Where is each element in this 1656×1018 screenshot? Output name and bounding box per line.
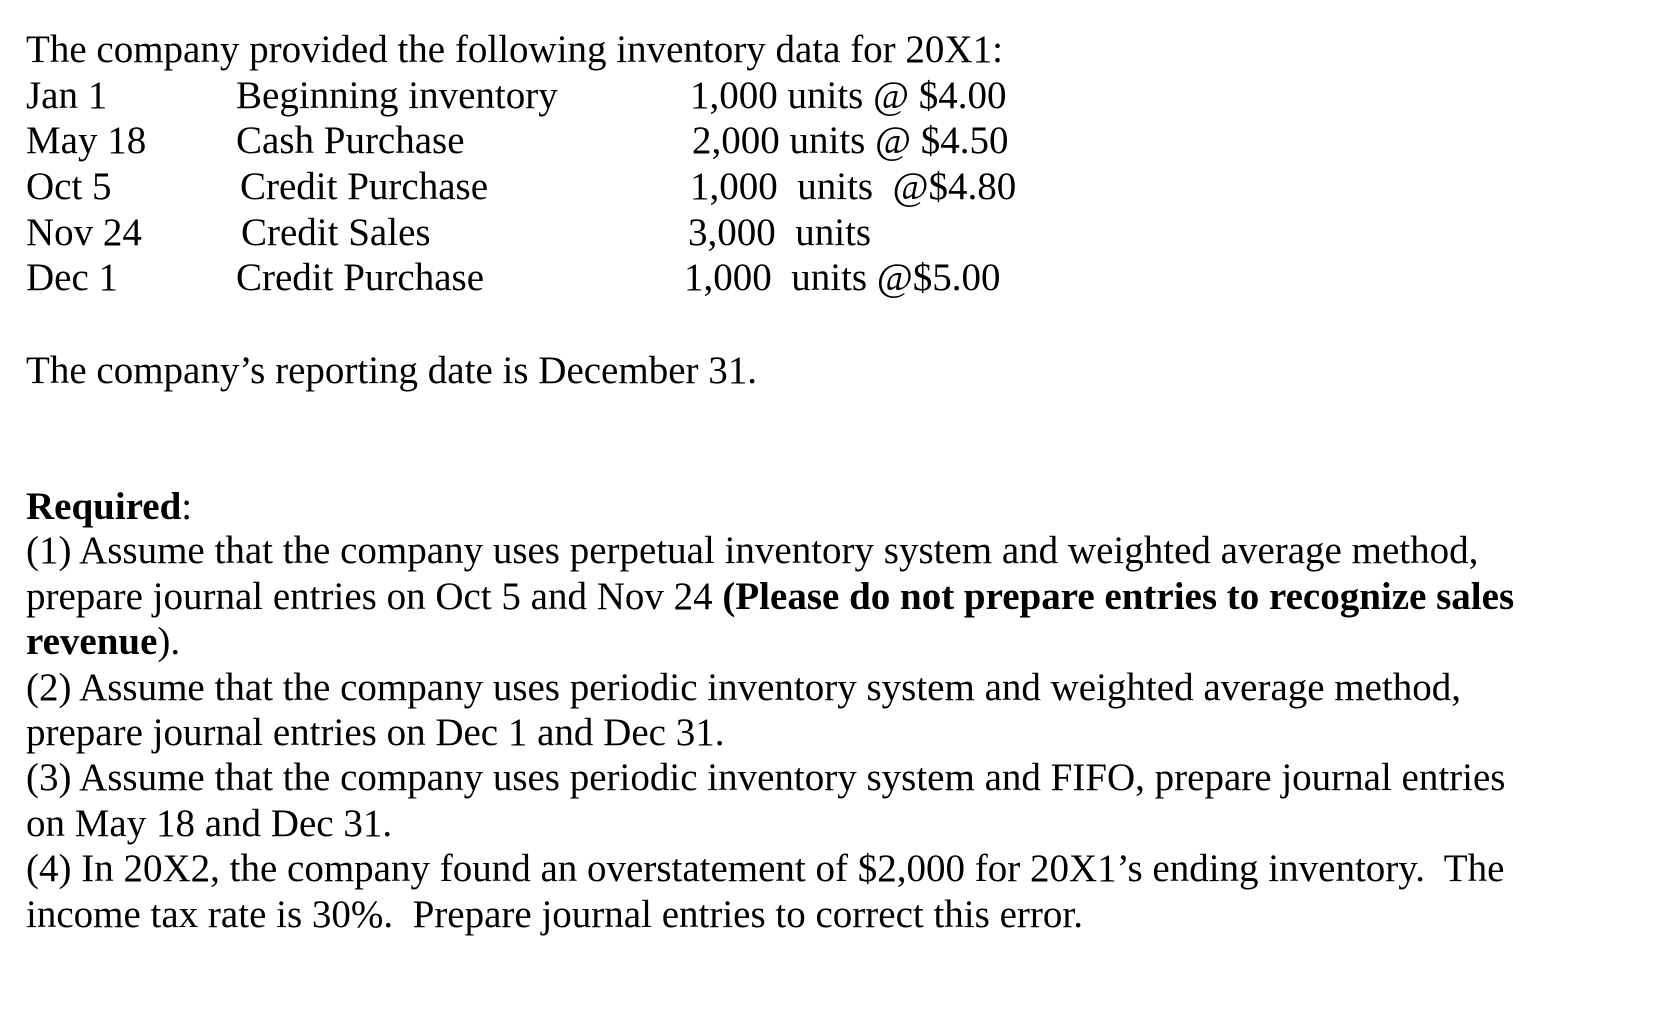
question-4-line-2: income tax rate is 30%. Prepare journal entries to correct this error. (26, 893, 1083, 936)
table-row-date: Dec 1 (26, 256, 119, 299)
required-heading-bold: Required (26, 485, 182, 528)
table-row-date: Jan 1 (26, 74, 108, 117)
question-3-line-1: (3) Assume that the company uses periodic inventory system and FIFO, prepare journal entries (26, 756, 1506, 799)
table-row-date: May 18 (26, 119, 147, 162)
question-1-note-bold: (Please do not prepare entries to recognize sales (722, 575, 1515, 618)
required-heading (26, 484, 192, 530)
table-row-description: Cash Purchase (236, 119, 465, 162)
question-1-closing: ). (157, 620, 181, 663)
table-row-quantity: 1,000 units @$5.00 (684, 256, 1001, 299)
table-row-date: Oct 5 (26, 165, 112, 208)
question-4-line-1: (4) In 20X2, the company found an overstatement of $2,000 for 20X1’s ending inventory. The (26, 847, 1505, 890)
question-1-line-3 (26, 619, 180, 665)
question-1-note-bold-end: revenue (26, 620, 158, 663)
table-row-quantity: 3,000 units (688, 211, 872, 254)
table-row-description: Credit Sales (241, 211, 431, 254)
table-row-description: Credit Purchase (240, 165, 489, 208)
question-1-line-1: (1) Assume that the company uses perpetual inventory system and weighted average method, (26, 529, 1479, 572)
table-row-date: Nov 24 (26, 211, 142, 254)
question-3-line-2: on May 18 and Dec 31. (26, 802, 393, 845)
required-heading-colon: : (181, 485, 193, 528)
table-row-description: Beginning inventory (236, 74, 558, 117)
table-row-quantity: 1,000 units @ $4.00 (690, 74, 1007, 117)
table-row-quantity: 2,000 units @ $4.50 (692, 119, 1009, 162)
table-row-description: Credit Purchase (236, 256, 485, 299)
question-2-line-2: prepare journal entries on Dec 1 and Dec 31. (26, 711, 725, 754)
intro-text: The company provided the following inventory data for 20X1: (26, 28, 1003, 71)
question-1-line-2 (26, 574, 1514, 620)
question-1-plain: prepare journal entries on Oct 5 and Nov 24 (26, 575, 723, 618)
reporting-date-text: The company’s reporting date is December 31. (26, 349, 758, 392)
question-2-line-1: (2) Assume that the company uses periodic inventory system and weighted average method, (26, 666, 1462, 709)
table-row-quantity: 1,000 units @$4.80 (690, 165, 1017, 208)
